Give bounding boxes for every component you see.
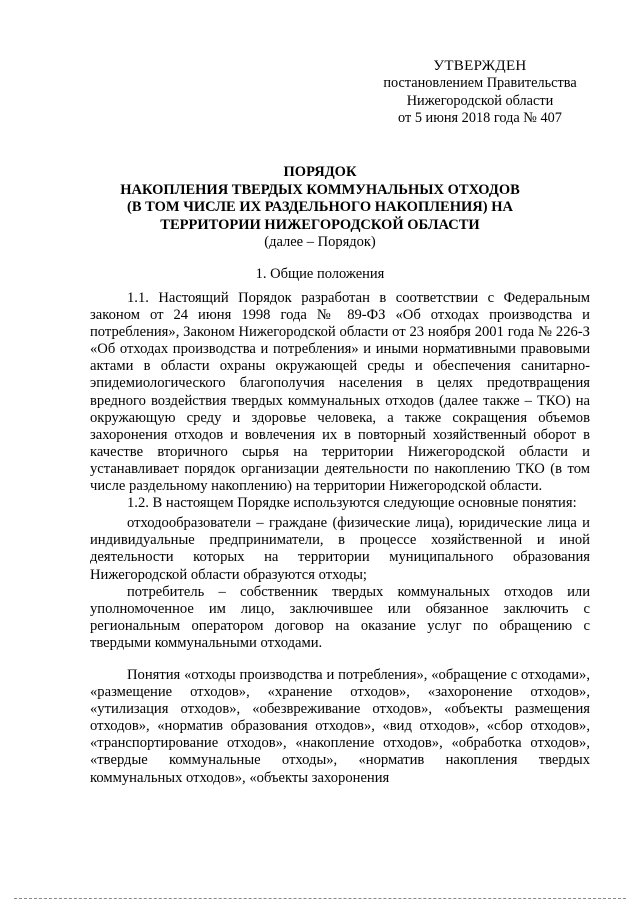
- section-heading: 1. Общие положения: [255, 266, 385, 282]
- approval-block: [330, 58, 630, 128]
- definition-waste-producers: отходообразователи – граждане (физические лица), юридические лица и индивидуальные предприниматели, в процессе хозяйственной и иной деятельности которых на территории муниципального образования Нижегородской области образуются отходы;: [90, 515, 590, 583]
- definition-consumer: потребитель – собственник твердых коммунальных отходов или уполномоченное им лицо, заключившее или обязанное заключить с региональным оператором договор на оказание услуг по обращению с твердыми коммунальными отходами.: [90, 583, 590, 651]
- title-line-2: НАКОПЛЕНИЯ ТВЕРДЫХ КОММУНАЛЬНЫХ ОТХОДОВ: [120, 181, 520, 198]
- title-line-3: (В ТОМ ЧИСЛЕ ИХ РАЗДЕЛЬНОГО НАКОПЛЕНИЯ) НА: [127, 199, 513, 216]
- approval-line-3: от 5 июня 2018 года № 407: [398, 110, 562, 127]
- document-title: [60, 164, 580, 252]
- title-subtitle: (далее – Порядок): [264, 234, 376, 251]
- approval-line-1: постановлением Правительства: [383, 75, 577, 92]
- title-line-1: ПОРЯДОК: [283, 164, 357, 180]
- page-bottom-divider: [14, 898, 626, 899]
- approval-line-2: Нижегородской области: [406, 92, 554, 109]
- document-body: [90, 290, 590, 787]
- paragraph-1-2: 1.2. В настоящем Порядке используются следующие основные понятия:: [127, 495, 577, 512]
- title-line-4: ТЕРРИТОРИИ НИЖЕГОРОДСКОЙ ОБЛАСТИ: [160, 216, 480, 233]
- approval-heading: УТВЕРЖДЕН: [433, 58, 527, 74]
- paragraph-concepts: Понятия «отходы производства и потребления», «обращение с отходами», «размещение отходов», «хранение отходов», «захоронение отходов», «утилизация отходов», «обезвреживание отходов», «объекты размещения отходов», «норматив образования отходов», «вид отходов», «сбор отходов», «транспортирование отходов», «накопление отходов», «обработка отходов», «твердые коммунальные отходы», «норматив накопления твердых коммунальных отходов», «объекты захоронения: [90, 666, 590, 786]
- paragraph-1-1: 1.1. Настоящий Порядок разработан в соответствии с Федеральным законом от 24 июня 1998 года № 89-ФЗ «Об отходах производства и потребления», Законом Нижегородской области от 23 ноября 2001 года № 226-З «Об отходах производства и потребления» и иными нормативными правовыми актами в области охраны окружающей среды и обеспечения санитарно-эпидемиологического благополучия населения в целях предотвращения вредного воздействия твердых коммунальных отходов (далее также – ТКО) на окружающую среду и здоровье человека, а также сокращения объемов захоронения отходов и вовлечения их в повторный хозяйственный оборот в качестве вторичного сырья на территории Нижегородской области и устанавливает порядок организации деятельности по накоплению ТКО (в том числе раздельному накоплению) на территории Нижегородской области.: [90, 290, 590, 495]
